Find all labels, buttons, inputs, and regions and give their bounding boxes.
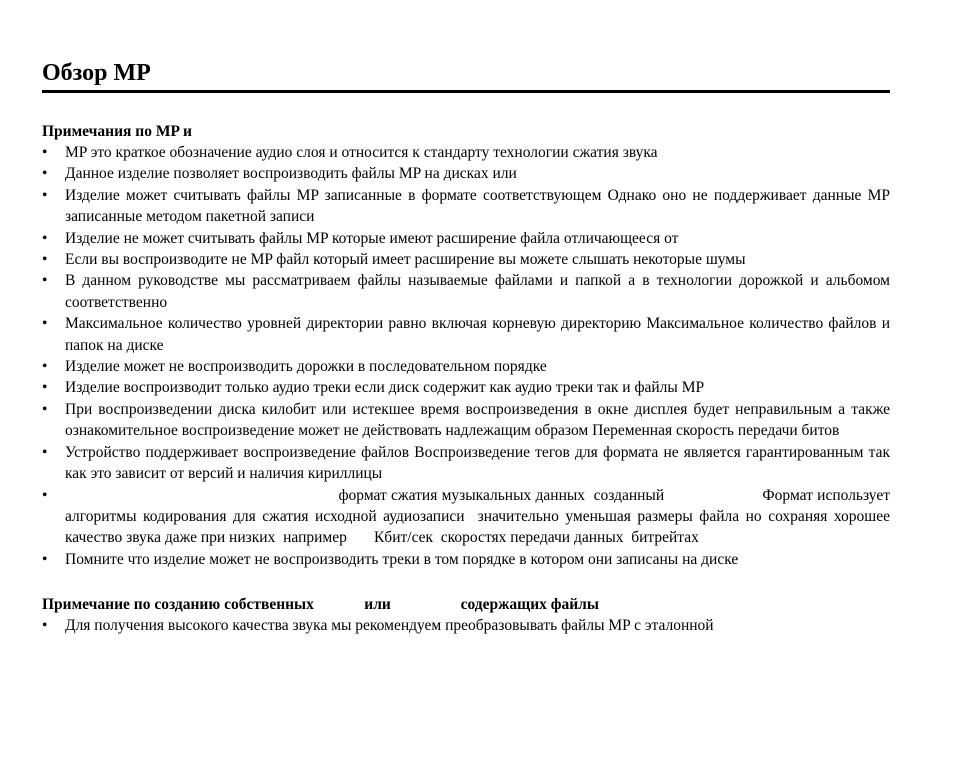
list-item-text: Для получения высокого качества звука мы рекомендуем преобразовывать файлы MP с эталонной bbox=[65, 617, 714, 635]
page-title: Обзор MP bbox=[42, 60, 151, 86]
list-item-text: Если вы воспроизводите не MP файл который имеет расширение вы можете слышать некоторые шумы bbox=[65, 251, 746, 269]
mp-notes-list bbox=[42, 142, 894, 570]
bullet-icon: • bbox=[42, 229, 48, 247]
list-item-text: MP это краткое обозначение аудио слоя и относится к стандарту технологии сжатия звука bbox=[65, 144, 658, 161]
section-heading-creating-discs: Примечание по созданию собственных или содержащих файлы bbox=[42, 596, 599, 614]
list-item bbox=[42, 249, 890, 270]
bullet-icon: • bbox=[42, 186, 48, 204]
list-item bbox=[42, 313, 890, 356]
list-item-text: Изделие не может считывать файлы MP которые имеют расширение файла отличающееся от bbox=[65, 229, 679, 247]
list-item bbox=[42, 228, 890, 249]
section-heading-mp-notes: Примечания по MP и bbox=[42, 123, 192, 140]
list-item bbox=[42, 356, 890, 377]
list-item-text: Максимальное количество уровней директории равно включая корневую директорию Максимальное количество файлов и папок на диске bbox=[65, 315, 890, 354]
bullet-icon: • bbox=[42, 443, 48, 461]
list-item bbox=[42, 163, 890, 184]
list-item-text: Данное изделие позволяет воспроизводить файлы MP на дисках или bbox=[65, 165, 517, 183]
list-item bbox=[42, 270, 890, 313]
bullet-icon: • bbox=[42, 617, 48, 635]
bullet-icon: • bbox=[42, 315, 48, 333]
list-item-text: В данном руководстве мы рассматриваем файлы называемые файлами и папкой а в технологии дорожкой и альбомом соответственно bbox=[65, 272, 890, 311]
bullet-icon: • bbox=[42, 400, 48, 418]
list-item-text: Устройство поддерживает воспроизведение файлов Воспроизведение тегов для формата не является гарантированным так как это зависит от версий и наличия кириллицы bbox=[65, 443, 890, 483]
list-item bbox=[42, 142, 890, 163]
bullet-icon: • bbox=[42, 251, 48, 269]
bullet-icon: • bbox=[42, 358, 48, 376]
bullet-icon: • bbox=[42, 486, 48, 504]
list-item bbox=[42, 442, 890, 485]
bullet-icon: • bbox=[42, 144, 48, 161]
list-item-text: При воспроизведении диска килобит или истекшее время воспроизведения в окне дисплея будет неправильным а также ознакомительное воспроизведение может не действовать надлежащим образом Переменная скорость передачи битов bbox=[65, 400, 890, 440]
bullet-icon: • bbox=[42, 550, 48, 568]
bullet-icon: • bbox=[42, 379, 48, 397]
list-item bbox=[42, 549, 890, 570]
list-item bbox=[42, 377, 890, 398]
list-item-text: формат сжатия музыкальных данных созданный Формат использует алгоритмы кодирования для сжатия исходной аудиозаписи значительно уменьшая размеры файла но сохраняя хорошее качество звука даже при низких например Кбит/сек скоростях передачи данных битрейтах bbox=[65, 486, 894, 547]
list-item-text: Помните что изделие может не воспроизводить треки в том порядке в котором они записаны на диске bbox=[65, 550, 739, 568]
list-item bbox=[42, 185, 890, 228]
creating-discs-list bbox=[42, 615, 890, 636]
list-item bbox=[42, 399, 890, 442]
title-divider bbox=[42, 90, 890, 93]
list-item-text: Изделие может считывать файлы MP записанные в формате соответствующем Однако оно не поддерживает данные MP записанные методом пакетной записи bbox=[65, 186, 890, 226]
list-item-text: Изделие может не воспроизводить дорожки в последовательном порядке bbox=[65, 358, 547, 376]
list-item bbox=[42, 485, 894, 549]
bullet-icon: • bbox=[42, 165, 48, 183]
bullet-icon: • bbox=[42, 272, 48, 290]
document-page bbox=[42, 58, 894, 637]
list-item bbox=[42, 615, 890, 636]
list-item-text: Изделие воспроизводит только аудио треки если диск содержит как аудио треки так и файлы MP bbox=[65, 379, 705, 397]
